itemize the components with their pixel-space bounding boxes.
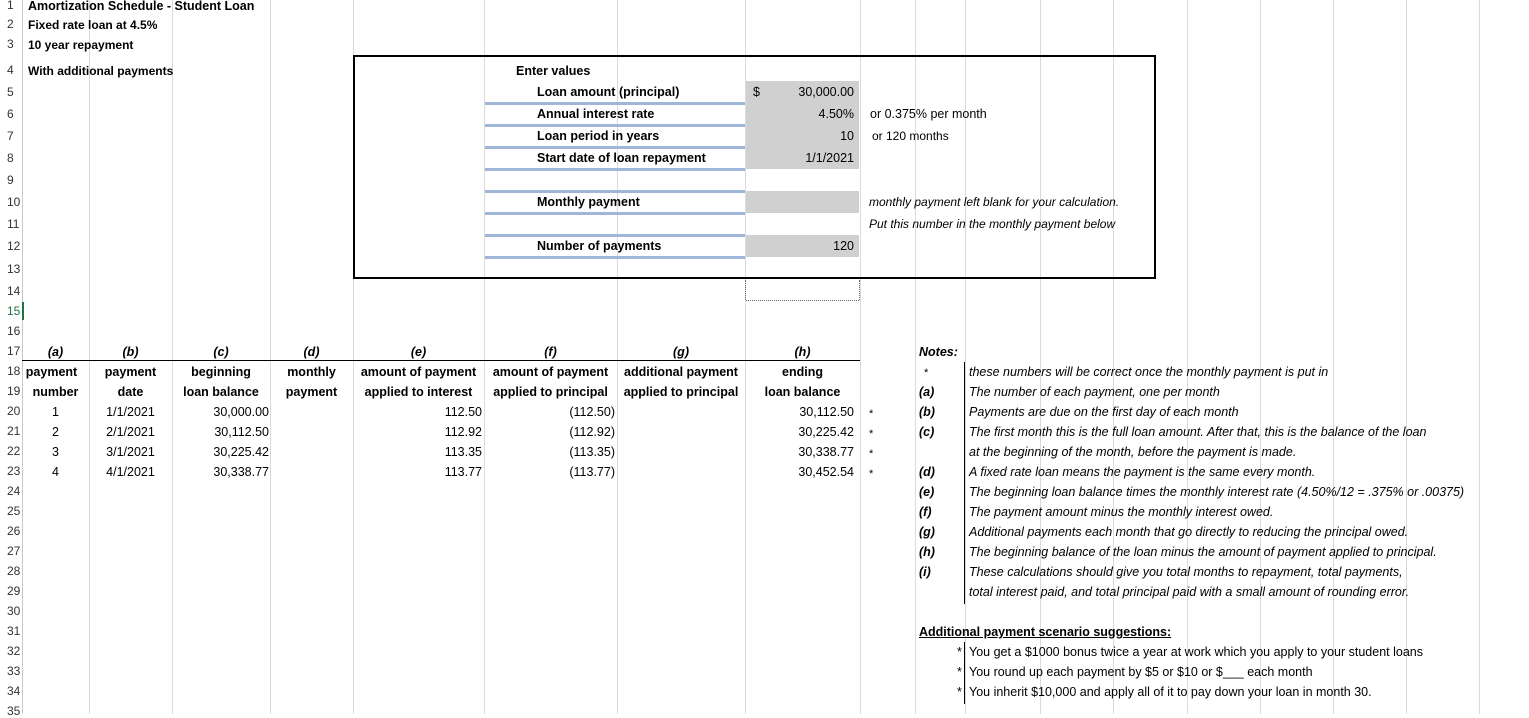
hdr-additional: additional payment — [624, 365, 738, 379]
row-number[interactable]: 19 — [7, 384, 21, 398]
cell-date[interactable]: 1/1/2021 — [106, 405, 155, 419]
row-number[interactable]: 33 — [7, 664, 21, 678]
hdr-amount-interest: amount of payment — [360, 365, 477, 379]
cell-begin[interactable]: 30,000.00 — [213, 405, 269, 419]
subtitle-term[interactable]: 10 year repayment — [28, 38, 134, 52]
note-key: (d) — [919, 465, 935, 479]
subtitle-additional[interactable]: With additional payments — [28, 64, 174, 78]
note-text: The beginning balance of the loan minus the amount of payment applied to principal. — [969, 545, 1437, 559]
cell-principal[interactable]: (112.50) — [569, 405, 615, 419]
row-number[interactable]: 9 — [7, 173, 14, 187]
row-number[interactable]: 13 — [7, 262, 21, 276]
row-number[interactable]: 34 — [7, 684, 21, 698]
cell-interest[interactable]: 112.92 — [444, 425, 482, 439]
row-number[interactable]: 6 — [7, 107, 14, 121]
row-number[interactable]: 22 — [7, 444, 21, 458]
row-number[interactable]: 11 — [7, 217, 20, 231]
label-underline — [485, 256, 745, 259]
hdr-date: date — [117, 385, 144, 399]
row-number[interactable]: 25 — [7, 504, 21, 518]
row-number[interactable]: 14 — [7, 284, 21, 298]
note-key: (a) — [919, 385, 935, 399]
loan-amount-value[interactable]: 30,000.00 — [798, 85, 854, 99]
row-number[interactable]: 31 — [7, 624, 21, 638]
note-key: (f) — [919, 505, 932, 519]
active-row-marker — [22, 302, 24, 320]
col-letter-g: (g) — [673, 345, 689, 359]
hdr-loan-balance-2: loan balance — [764, 385, 841, 399]
row-number[interactable]: 8 — [7, 151, 14, 165]
row-number[interactable]: 16 — [7, 324, 21, 338]
cell-principal[interactable]: (113.35) — [569, 445, 615, 459]
hdr-applied-principal-2: applied to principal — [623, 385, 739, 399]
row-number[interactable]: 27 — [7, 544, 21, 558]
scenario-title: Additional payment scenario suggestions: — [919, 625, 1172, 639]
row-number[interactable]: 29 — [7, 584, 21, 598]
note-key: (i) — [919, 565, 931, 579]
note-text: at the beginning of the month, before the payment is made. — [969, 445, 1297, 459]
row-number[interactable]: 7 — [7, 129, 14, 143]
cell-date[interactable]: 4/1/2021 — [106, 465, 155, 479]
cell-interest[interactable]: 113.77 — [444, 465, 482, 479]
cell-num[interactable]: 4 — [52, 465, 59, 479]
note-text: The number of each payment, one per month — [969, 385, 1220, 399]
label-underline — [485, 146, 745, 149]
note-key: (c) — [919, 425, 935, 439]
row-number[interactable]: 5 — [7, 85, 14, 99]
row-number[interactable]: 18 — [7, 364, 21, 378]
hdr-applied-interest: applied to interest — [364, 385, 473, 399]
label-underline — [485, 168, 745, 171]
row-number-selected[interactable]: 15 — [7, 304, 21, 318]
cell-num[interactable]: 3 — [52, 445, 59, 459]
label-underline — [485, 124, 745, 127]
row-number[interactable]: 21 — [7, 424, 21, 438]
row-number[interactable]: 3 — [7, 37, 14, 51]
period-label: Loan period in years — [537, 129, 660, 143]
row-number[interactable]: 2 — [7, 17, 14, 31]
cell-begin[interactable]: 30,112.50 — [214, 425, 269, 439]
note-key: (b) — [919, 405, 935, 419]
col-letter-c: (c) — [213, 345, 229, 359]
period-value[interactable]: 10 — [840, 129, 854, 143]
cell-begin[interactable]: 30,338.77 — [213, 465, 269, 479]
col-letter-e: (e) — [410, 345, 427, 359]
hdr-beginning: beginning — [191, 365, 251, 379]
subtitle-rate[interactable]: Fixed rate loan at 4.5% — [28, 18, 158, 32]
hdr-payment-2: payment — [104, 365, 157, 379]
cell-ending[interactable]: 30,112.50 — [799, 405, 854, 419]
row-number[interactable]: 32 — [7, 644, 21, 658]
cell-star: * — [869, 468, 874, 480]
monthly-payment-input[interactable] — [746, 191, 859, 213]
monthly-payment-label: Monthly payment — [537, 195, 640, 209]
cell-star: * — [869, 448, 874, 460]
note-text: A fixed rate loan means the payment is the same every month. — [969, 465, 1316, 479]
note-text: total interest paid, and total principal paid with a small amount of rounding error. — [969, 585, 1410, 599]
hdr-monthly: monthly — [287, 365, 336, 379]
row-number[interactable]: 4 — [7, 63, 14, 77]
row-number[interactable]: 20 — [7, 404, 21, 418]
header-divider — [22, 360, 860, 361]
cell-ending[interactable]: 30,338.77 — [798, 445, 854, 459]
scenario-item: You get a $1000 bonus twice a year at work which you apply to your student loans — [969, 645, 1423, 659]
col-letter-h: (h) — [794, 345, 811, 359]
hdr-number: number — [32, 385, 79, 399]
cell-interest[interactable]: 113.35 — [444, 445, 482, 459]
scenario-bullet: * — [957, 685, 962, 699]
cell-begin[interactable]: 30,225.42 — [213, 445, 269, 459]
start-date-value[interactable]: 1/1/2021 — [805, 151, 854, 165]
hdr-payment: payment — [25, 365, 78, 379]
scenario-item: You inherit $10,000 and apply all of it to pay down your loan in month 30. — [969, 685, 1372, 699]
scenario-divider — [964, 642, 965, 704]
note-text: The payment amount minus the monthly interest owed. — [969, 505, 1274, 519]
hdr-applied-principal: applied to principal — [493, 385, 608, 399]
scenario-item: You round up each payment by $5 or $10 or $___ each month — [969, 665, 1313, 679]
dotted-border-right — [859, 280, 860, 300]
cell-interest[interactable]: 112.50 — [444, 405, 482, 419]
col-letter-b: (b) — [122, 345, 139, 359]
row-number[interactable]: 28 — [7, 564, 21, 578]
note-text: The beginning loan balance times the monthly interest rate (4.50%/12 = .375% or .00375) — [969, 485, 1465, 499]
loan-amount-label: Loan amount (principal) — [537, 85, 680, 99]
sheet-title[interactable]: Amortization Schedule - Student Loan — [28, 0, 255, 13]
label-underline — [485, 102, 745, 105]
scenario-bullet: * — [957, 645, 962, 659]
period-note: or 120 months — [872, 129, 949, 143]
note-key: * — [924, 367, 929, 379]
scenario-bullet: * — [957, 665, 962, 679]
row-number[interactable]: 23 — [7, 464, 21, 478]
label-underline — [485, 234, 745, 237]
label-underline — [485, 190, 745, 193]
cell-star: * — [869, 428, 874, 440]
note-key: (g) — [919, 525, 935, 539]
note-text: The first month this is the full loan amount. After that, this is the balance of the loan — [969, 425, 1427, 439]
row-number[interactable]: 17 — [7, 344, 21, 358]
start-date-label: Start date of loan repayment — [537, 151, 706, 165]
note-key: (h) — [919, 545, 935, 559]
cell-date[interactable]: 2/1/2021 — [106, 425, 155, 439]
rate-note: or 0.375% per month — [870, 107, 987, 121]
rate-value[interactable]: 4.50% — [818, 107, 854, 121]
enter-values-header: Enter values — [516, 64, 591, 78]
row-number[interactable]: 12 — [7, 239, 21, 253]
num-payments-label: Number of payments — [537, 239, 662, 253]
cell-date[interactable]: 3/1/2021 — [106, 445, 155, 459]
row-header-column — [0, 0, 23, 718]
row-number[interactable]: 26 — [7, 524, 21, 538]
cell-ending[interactable]: 30,225.42 — [798, 425, 854, 439]
dotted-border-left — [745, 280, 746, 300]
note-text: These calculations should give you total months to repayment, total payments, — [969, 565, 1403, 579]
cell-num[interactable]: 2 — [52, 425, 59, 439]
rate-label: Annual interest rate — [537, 107, 655, 121]
monthly-note-2: Put this number in the monthly payment below — [869, 217, 1116, 231]
row-number[interactable]: 10 — [7, 195, 21, 209]
col-letter-a: (a) — [47, 345, 64, 359]
cell-star: * — [869, 408, 874, 420]
notes-divider — [964, 362, 965, 604]
currency-symbol: $ — [753, 85, 760, 99]
col-letter-f: (f) — [544, 345, 557, 359]
row-number[interactable]: 1 — [7, 0, 14, 12]
hdr-ending: ending — [782, 365, 823, 379]
cell-num[interactable]: 1 — [52, 405, 59, 419]
hdr-payment-3: payment — [285, 385, 338, 399]
cell-ending[interactable]: 30,452.54 — [798, 465, 854, 479]
note-text: Additional payments each month that go directly to reducing the principal owed. — [969, 525, 1409, 539]
label-underline — [485, 212, 745, 215]
note-text: Payments are due on the first day of each month — [969, 405, 1239, 419]
monthly-note-1: monthly payment left blank for your calculation. — [869, 195, 1120, 209]
hdr-amount-principal: amount of payment — [492, 365, 609, 379]
note-text: these numbers will be correct once the monthly payment is put in — [969, 365, 1329, 379]
col-letter-d: (d) — [303, 345, 320, 359]
notes-title: Notes: — [919, 345, 958, 359]
row-number[interactable]: 35 — [7, 704, 21, 718]
row-number[interactable]: 24 — [7, 484, 21, 498]
row-number[interactable]: 30 — [7, 604, 21, 618]
num-payments-value[interactable]: 120 — [833, 239, 854, 253]
note-key: (e) — [919, 485, 935, 499]
cell-principal[interactable]: (113.77) — [569, 465, 615, 479]
cell-principal[interactable]: (112.92) — [569, 425, 615, 439]
hdr-loan-balance: loan balance — [183, 385, 259, 399]
dotted-border — [746, 300, 859, 301]
